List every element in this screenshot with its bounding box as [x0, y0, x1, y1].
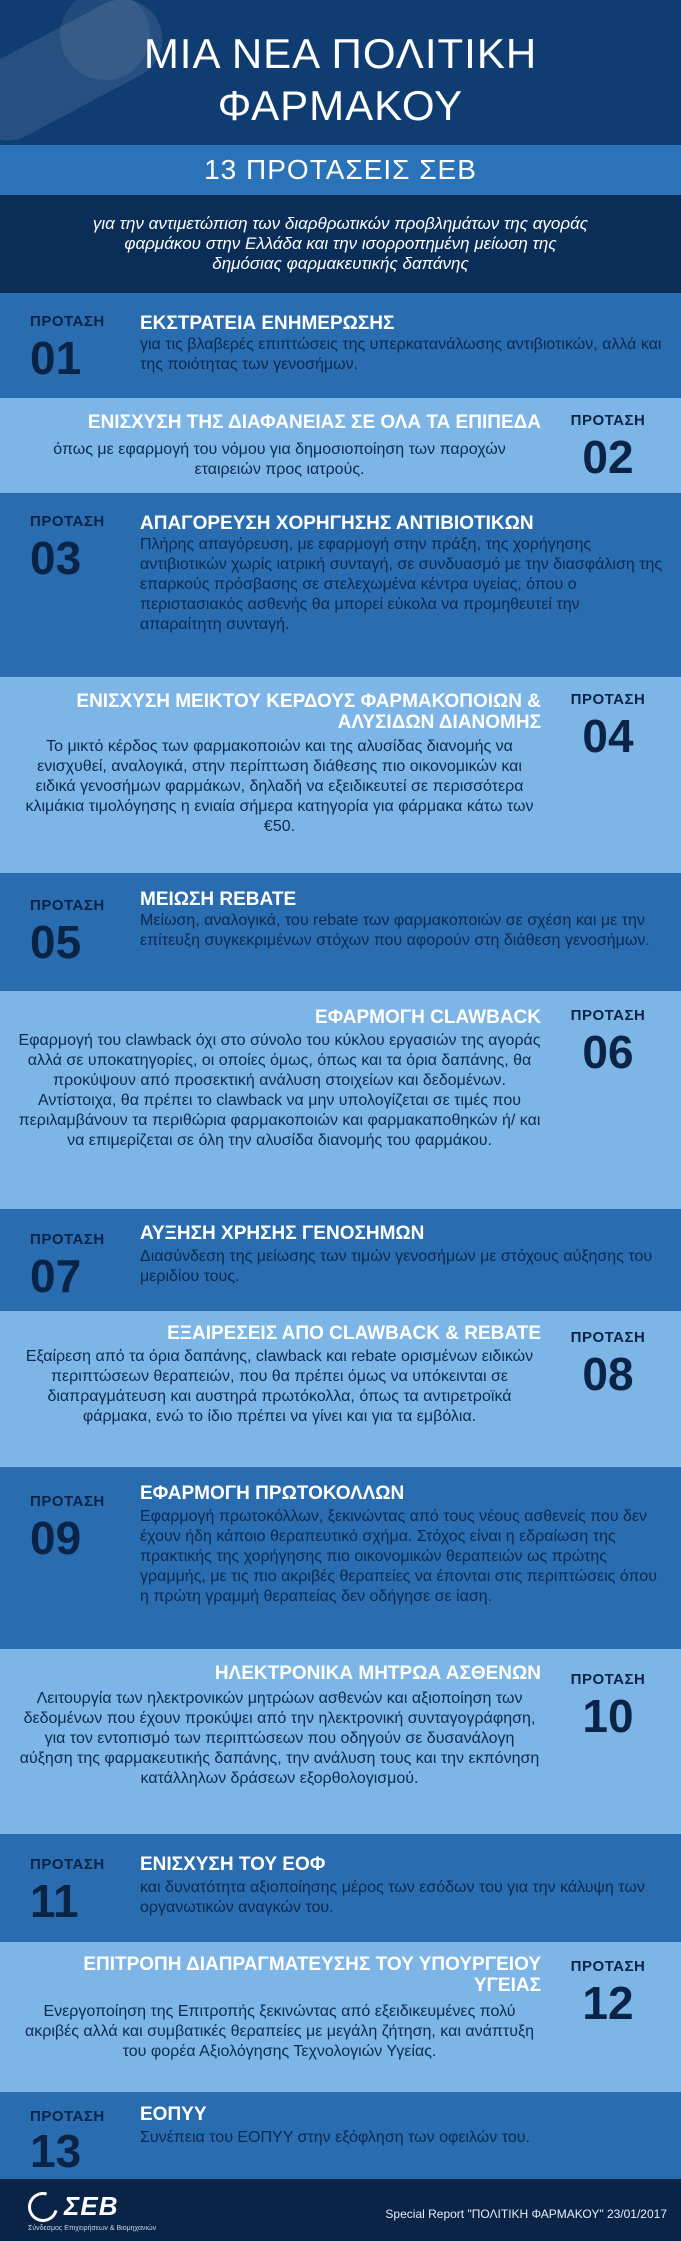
proposal-text: Συνέπεια του ΕΟΠΥΥ στην εξόφληση των οφειλών του. — [140, 2129, 530, 2146]
footer — [0, 2179, 681, 2241]
proposal-text: Εφαρμογή του clawback όχι στο σύνολο του κύκλου εργασιών της αγοράς αλλά σε υποκατηγορίες, οι οποίες όμως, όπως και τα όρια δαπάνης, θα προκύψουν από προσεκτική ανάλυση στοιχείων και δεδομένων. Αντίστοιχα, θα πρέπει το clawback να μην υπολογίζεται σε τιμές που περιλαμβάνουν τα περιθώρια φαρμακοποιών και φαρμακαποθηκών ή/ και να επιμερίζεται σε όλη την αλυσίδα διανομής του φαρμάκου. — [18, 1032, 541, 1149]
proposal-02 — [0, 398, 681, 493]
proposal-label: ΠΡΟΤΑΣΗ — [30, 513, 105, 530]
proposal-number: 02 — [582, 431, 634, 483]
proposal-label: ΠΡΟΤΑΣΗ — [570, 691, 646, 708]
proposal-number: 10 — [582, 1690, 634, 1742]
proposal-text: και δυνατότητα αξιοποίησης μέρος των εσόδων του για την κάλυψη των οργανωτικών αναγκών του. — [140, 1879, 645, 1916]
proposal-title: ΕΦΑΡΜΟΓΗ ΠΡΩΤΟΚΟΛΛΩΝ — [140, 1483, 405, 1504]
proposal-title: ΗΛΕΚΤΡΟΝΙΚΑ ΜΗΤΡΩΑ ΑΣΘΕΝΩΝ — [214, 1663, 541, 1684]
proposal-title: ΕΝΙΣΧΥΣΗ ΜΕΙΚΤΟΥ ΚΕΡΔΟΥΣ ΦΑΡΜΑΚΟΠΟΙΩΝ & ΑΛΥΣΙΔΩΝ ΔΙΑΝΟΜΗΣ — [76, 691, 541, 733]
seb-logo — [28, 2191, 118, 2222]
proposal-title: ΜΕΙΩΣΗ REBATE — [140, 889, 297, 910]
proposal-06 — [0, 991, 681, 1209]
proposal-label: ΠΡΟΤΑΣΗ — [570, 412, 646, 429]
proposal-number: 06 — [582, 1026, 634, 1078]
proposal-text: Εφαρμογή πρωτοκόλλων, ξεκινώντας από τους νέους ασθενείς που δεν έχουν ήδη κάποιο θεραπευτικό σχήμα. Στόχος είναι η εδραίωση της πρακτικής της χορήγησης πιο οικονομικών θεραπειών ως πρώτης γραμμής, με τις πιο ακριβές θεραπείες να έπονται στις περιπτώσεις όπου η πρώτη γραμμή θεραπείας δεν οδήγησε σε ίαση. — [140, 1508, 657, 1605]
logo-text: ΣΕΒ — [64, 2191, 119, 2221]
proposal-05 — [0, 873, 681, 991]
proposal-title: ΕΝΙΣΧΥΣΗ ΤΗΣ ΔΙΑΦΑΝΕΙΑΣ ΣΕ ΟΛΑ ΤΑ ΕΠΙΠΕΔΑ — [87, 412, 541, 433]
proposal-11 — [0, 1834, 681, 1942]
proposal-text: Ενεργοποίηση της Επιτροπής ξεκινώντας από εξειδικευμένες πολύ ακριβές αλλά και συμβατικές θεραπείες με μεγάλη ζήτηση, και ανάπτυξη του φορέα Αξιολόγησης Τεχνολογιών Υγείας. — [24, 2003, 535, 2060]
proposal-title: ΑΥΞΗΣΗ ΧΡΗΣΗΣ ΓΕΝΟΣΗΜΩΝ — [140, 1223, 425, 1244]
title-line-1: ΜΙΑ ΝΕΑ ΠΟΛΙΤΙΚΗ — [143, 30, 538, 77]
proposal-title: ΑΠΑΓΟΡΕΥΣΗ ΧΟΡΗΓΗΣΗΣ ΑΝΤΙΒΙΟΤΙΚΩΝ — [140, 513, 534, 534]
proposal-label: ΠΡΟΤΑΣΗ — [30, 313, 105, 330]
proposal-title: ΕΦΑΡΜΟΓΗ CLAWBACK — [315, 1007, 541, 1028]
proposal-13 — [0, 2092, 681, 2179]
proposal-09 — [0, 1467, 681, 1649]
proposal-number: 03 — [30, 532, 82, 584]
proposal-number: 12 — [582, 1977, 634, 2029]
proposal-text: Εξαίρεση από τα όρια δαπάνης, clawback και rebate ορισμένων ειδικών περιπτώσεων θεραπειών, που θα πρέπει όμως να υπόκεινται σε διαπραγμάτευση και αυστηρά πρωτόκολλα, όπως τα αντιρετροϊκά φάρμακα, ενώ το ίδιο πρέπει να γίνει και για τα εμβόλια. — [25, 1348, 534, 1425]
proposal-number: 13 — [30, 2125, 82, 2177]
proposal-label: ΠΡΟΤΑΣΗ — [30, 2108, 105, 2125]
proposal-label: ΠΡΟΤΑΣΗ — [570, 1671, 646, 1688]
proposal-number: 11 — [30, 1875, 79, 1927]
proposal-text: όπως με εφαρμογή του νόμου για δημοσιοποίηση των παροχών εταιρειών προς ιατρούς. — [53, 441, 506, 478]
proposal-label: ΠΡΟΤΑΣΗ — [30, 897, 105, 914]
proposal-title: ΕΞΑΙΡΕΣΕΙΣ ΑΠΟ CLAWBACK & REBATE — [167, 1323, 541, 1344]
report-footnote: Special Report "ΠΟΛΙΤΙΚΗ ΦΑΡΜΑΚΟΥ" 23/01/2017 — [385, 2207, 667, 2221]
proposal-number: 07 — [30, 1250, 82, 1302]
proposal-text: για τις βλαβερές επιπτώσεις της υπερκατανάλωσης αντιβιοτικών, αλλά και της ποιότητας των γενοσήμων. — [140, 336, 662, 373]
proposal-label: ΠΡΟΤΑΣΗ — [30, 1493, 105, 1510]
proposal-04 — [0, 677, 681, 873]
proposal-number: 01 — [30, 332, 82, 384]
seb-logo-icon — [23, 2186, 64, 2227]
proposal-03 — [0, 493, 681, 677]
proposal-text: Διασύνδεση της μείωσης των τιμών γενοσήμων με στόχους αύξησης του μεριδίου τους. — [140, 1248, 653, 1285]
title-line-2: ΦΑΡΜΑΚΟΥ — [217, 82, 464, 129]
proposal-number: 05 — [30, 916, 82, 968]
proposal-label: ΠΡΟΤΑΣΗ — [570, 1958, 646, 1975]
proposal-title: ΕΟΠΥΥ — [140, 2104, 207, 2125]
proposal-number: 04 — [582, 710, 634, 762]
proposal-text: Το μικτό κέρδος των φαρμακοποιών και της αλυσίδας διανομής να ενισχυθεί, αναλογικά, στην περίπτωση διάθεσης πιο οικονομικών και ειδικά γενοσήμων φαρμάκων, δηλαδή να εξειδικευτεί σε περισσότερα κλιμάκια τιμολόγησης η ενιαία σήμερα κατηγορία για φάρμακα κάτω των €50. — [25, 738, 534, 835]
proposal-12 — [0, 1942, 681, 2092]
proposal-01 — [0, 293, 681, 398]
proposal-number: 08 — [582, 1348, 634, 1400]
proposal-label: ΠΡΟΤΑΣΗ — [30, 1856, 105, 1873]
proposal-08 — [0, 1311, 681, 1467]
proposal-text: Μείωση, αναλογικά, του rebate των φαρμακοποιών σε σχέση και με την επίτευξη συγκεκριμένων στόχων που αφορούν στη διάθεση γενοσήμων. — [140, 912, 650, 949]
proposal-number: 09 — [30, 1512, 82, 1564]
subtitle-band: 13 ΠΡΟΤΑΣΕΙΣ ΣΕΒ — [0, 145, 681, 195]
page-title — [0, 28, 681, 132]
proposal-title: ΕΠΙΤΡΟΠΗ ΔΙΑΠΡΑΓΜΑΤΕΥΣΗΣ ΤΟΥ ΥΠΟΥΡΓΕΙΟΥ ΥΓΕΙΑΣ — [83, 1954, 541, 1996]
intro-text: για την αντιμετώπιση των διαρθρωτικών προβλημάτων της αγοράς φαρμάκου στην Ελλάδα και την ισορροπημένη μείωση της δημόσιας φαρμακευτικής δαπάνης — [0, 195, 681, 293]
proposal-text: Πλήρης απαγόρευση, με εφαρμογή στην πράξη, της χορήγησης αντιβιοτικών χωρίς ιατρική συνταγή, σε συνδυασμό με την διασφάλιση της επαρκούς πρόσβασης σε στελεχωμένα κέντρα υγείας, όπου ο περιστασιακός ασθενής θα μπορεί εύκολα να προμηθευτεί την απαραίτητη συνταγή. — [140, 536, 663, 633]
proposal-07 — [0, 1209, 681, 1311]
proposal-title: ΕΝΙΣΧΥΣΗ ΤΟΥ ΕΟΦ — [140, 1854, 326, 1875]
proposal-label: ΠΡΟΤΑΣΗ — [570, 1329, 646, 1346]
proposal-10 — [0, 1649, 681, 1834]
proposal-label: ΠΡΟΤΑΣΗ — [30, 1231, 105, 1248]
proposal-label: ΠΡΟΤΑΣΗ — [570, 1007, 646, 1024]
proposal-title: ΕΚΣΤΡΑΤΕΙΑ ΕΝΗΜΕΡΩΣΗΣ — [140, 313, 395, 334]
proposal-text: Λειτουργία των ηλεκτρονικών μητρώων ασθενών και αξιοποίηση των δεδομένων που έχουν προκύψει από την ηλεκτρονική συνταγογράφηση, για τον εντοπισμό των περιπτώσεων που οδηγούν σε δυσανάλογη αύξηση της φαρμακευτικής δαπάνης, την ανάλυση τους και την εκπόνηση κατάλληλων δράσεων εξορθολογισμού. — [19, 1690, 540, 1787]
hero-header — [0, 0, 681, 145]
logo-subtitle: Σύνδεσμος Επιχειρήσεων & Βιομηχανιών — [28, 2225, 157, 2232]
